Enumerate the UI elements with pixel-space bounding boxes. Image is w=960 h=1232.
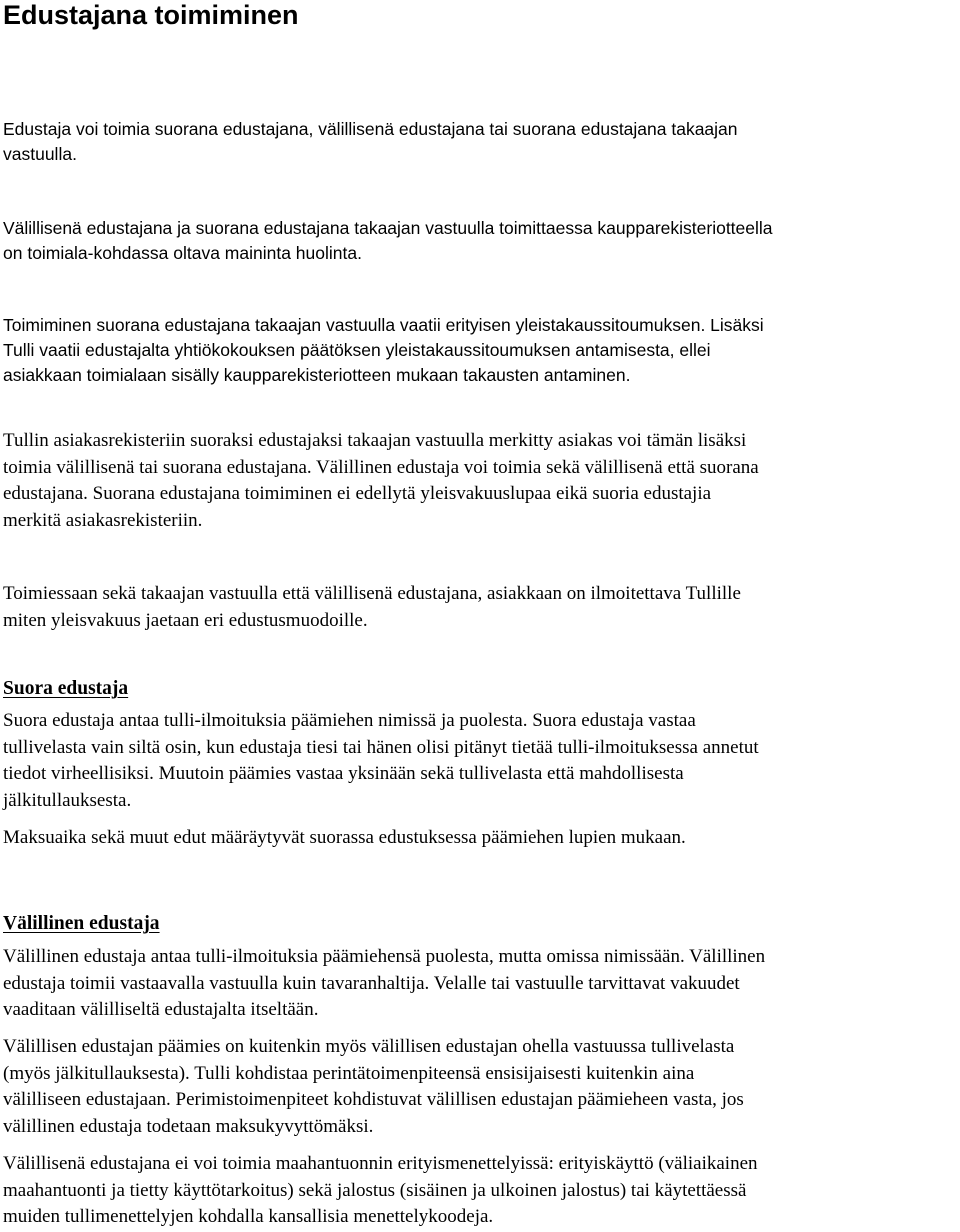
text-line: miten yleisvakuus jaetaan eri edustusmuodoille. [3, 609, 368, 631]
direct-paragraph-1 [3, 708, 759, 814]
text-line: vaaditaan välilliseltä edustajalta itseltään. [3, 999, 319, 1020]
allocation-paragraph [3, 581, 741, 634]
text-line: vastuulla. [3, 144, 77, 164]
text-line: välilliseen edustajaan. Perimistoimenpiteet kohdistuvat välillisen edustajan päämieheen vasta, jos [3, 1089, 744, 1110]
text-line: Välillisenä edustajana ja suorana edustajana takaajan vastuulla toimittaessa kaupparekisteriotteella [3, 218, 773, 238]
indirect-paragraph-2 [3, 1034, 744, 1140]
section-heading-indirect-representative: Välillinen edustaja [3, 913, 160, 934]
text-line: välillinen edustaja todetaan maksukyvyttömäksi. [3, 1115, 374, 1137]
intro-paragraph-2 [3, 216, 773, 266]
text-line: Välillinen edustaja antaa tulli-ilmoituksia päämiehensä puolesta, mutta omissa nimissään. Välillinen [3, 946, 766, 967]
text-line: toimia välillisenä tai suorana edustajana. Välillinen edustaja voi toimia sekä välillisenä että suorana [3, 456, 759, 478]
text-line: merkitä asiakasrekisteriin. [3, 509, 203, 531]
text-line: asiakkaan toimialaan sisälly kaupparekisteriotteen mukaan takausten antaminen. [3, 365, 631, 385]
indirect-paragraph-3 [3, 1151, 758, 1231]
text-line: Välillisenä edustajana ei voi toimia maahantuonnin erityismenettelyissä: erityiskäyttö (väliaikainen [3, 1153, 758, 1174]
text-line: jälkitullauksesta. [3, 789, 132, 811]
text-line: Suora edustaja antaa tulli-ilmoituksia päämiehen nimissä ja puolesta. Suora edustaja vastaa [3, 710, 696, 731]
section-heading-direct-representative: Suora edustaja [3, 678, 129, 699]
text-line: Tullin asiakasrekisteriin suoraksi edustajaksi takaajan vastuulla merkitty asiakas voi tämän lisäksi [3, 430, 747, 451]
indirect-paragraph-1 [3, 944, 765, 1024]
intro-paragraph-1 [3, 117, 738, 167]
text-line: maahantuonti ja tietty käyttötarkoitus) sekä jalostus (sisäinen ja ulkoinen jalostus) tai käytettäessä [3, 1179, 747, 1201]
text-line: edustaja toimii vastaavalla vastuulla kuin tavaranhaltija. Velalle tai vastuulle tarvittavat vakuudet [3, 972, 740, 994]
text-line: Toimiessaan sekä takaajan vastuulla että välillisenä edustajana, asiakkaan on ilmoitettava Tullille [3, 583, 741, 604]
direct-paragraph-2 [3, 825, 686, 852]
text-line: on toimiala-kohdassa oltava maininta huolinta. [3, 243, 362, 263]
text-line: Edustaja voi toimia suorana edustajana, välillisenä edustajana tai suorana edustajana takaajan [3, 119, 738, 139]
text-line: Välillisen edustajan päämies on kuitenkin myös välillisen edustajan ohella vastuussa tullivelasta [3, 1036, 735, 1057]
text-line: (myös jälkitullauksesta). Tulli kohdistaa perintätoimenpiteensä ensisijaisesti kuitenkin aina [3, 1062, 695, 1084]
text-line: tullivelasta vain siltä osin, kun edustaja tiesi tai hänen olisi pitänyt tietää tulli-ilmoituksessa annetut [3, 736, 759, 758]
guarantee-paragraph [3, 313, 764, 388]
text-line: tiedot virheellisiksi. Muutoin päämies vastaa yksinään sekä tullivelasta että mahdollisesta [3, 763, 684, 784]
text-line: muiden tullimenettelyjen kohdalla kansallisia menettelykoodeja. [3, 1206, 494, 1227]
register-paragraph [3, 428, 759, 534]
text-line: Maksuaika sekä muut edut määräytyvät suorassa edustuksessa päämiehen lupien mukaan. [3, 827, 686, 848]
text-line: Toimiminen suorana edustajana takaajan vastuulla vaatii erityisen yleistakaussitoumuksen. Lisäksi [3, 315, 764, 335]
page-title: Edustajana toimiminen [3, 0, 299, 30]
text-line: edustajana. Suorana edustajana toimiminen ei edellytä yleisvakuuslupaa eikä suoria edustajia [3, 483, 712, 504]
text-line: Tulli vaatii edustajalta yhtiökokouksen päätöksen yleistakaussitoumuksen antamisesta, ellei [3, 340, 711, 360]
